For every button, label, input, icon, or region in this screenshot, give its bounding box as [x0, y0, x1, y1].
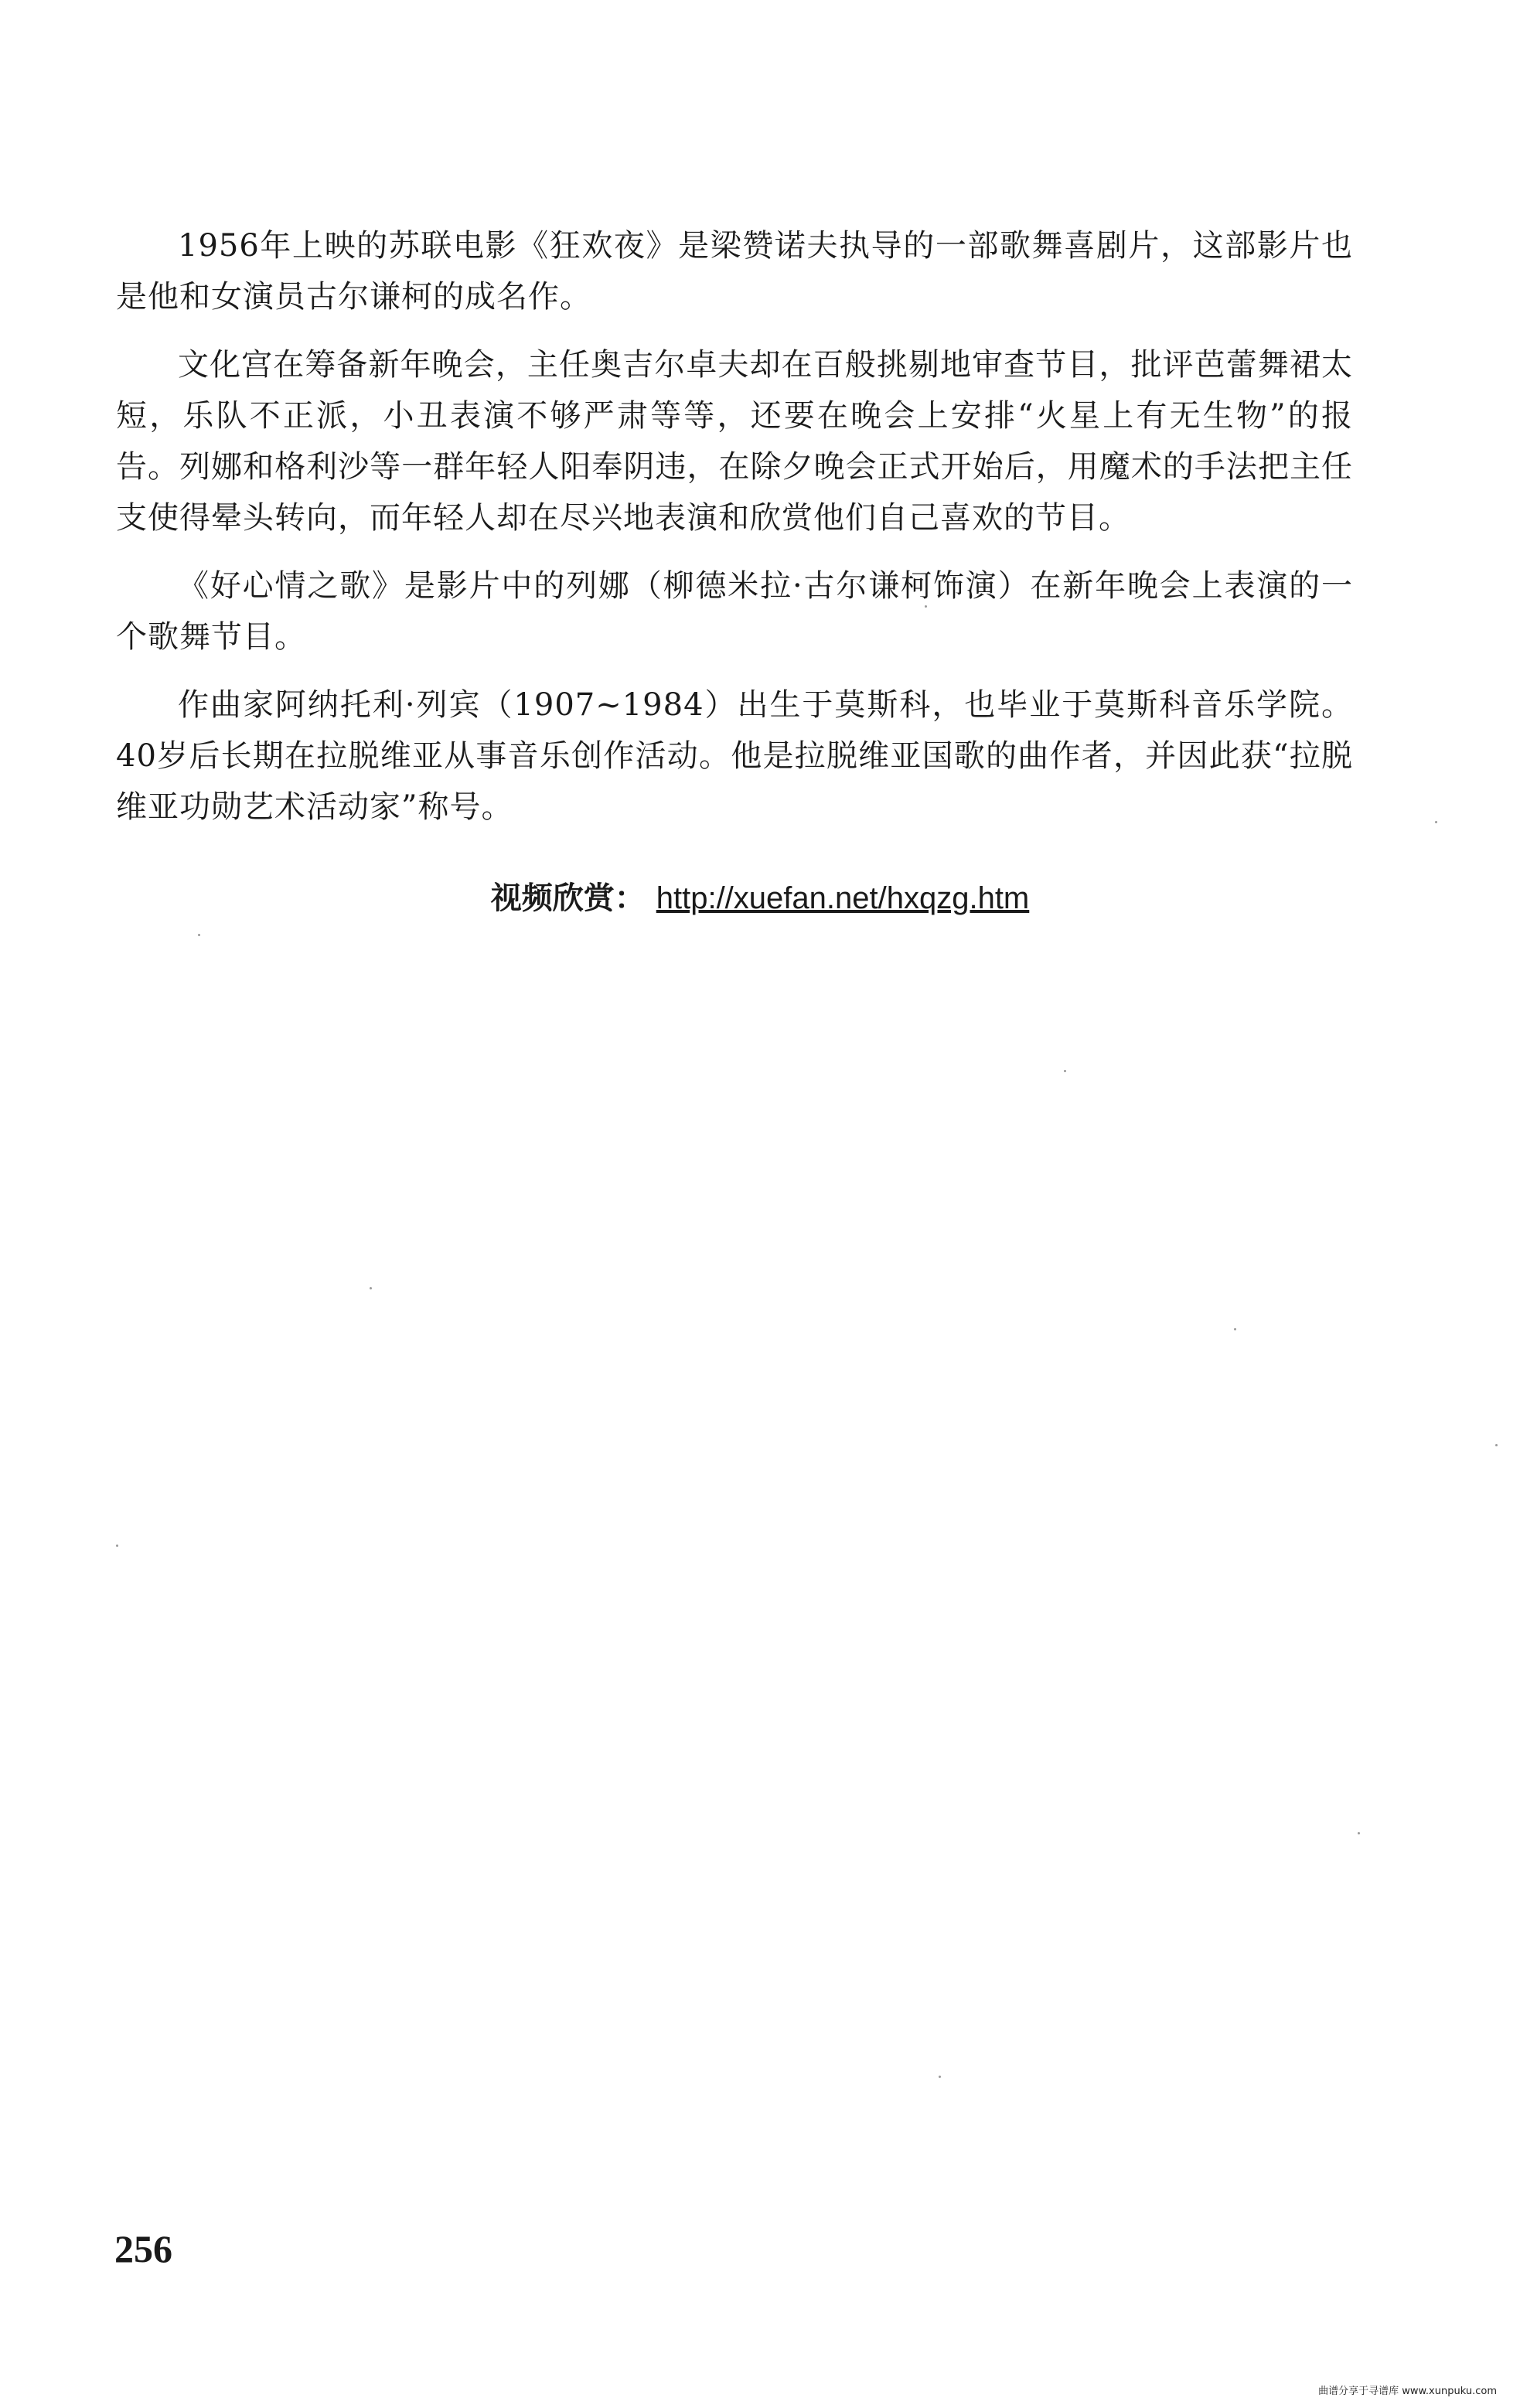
paragraph-film-intro: 1956年上映的苏联电影《狂欢夜》是梁赞诺夫执导的一部歌舞喜剧片，这部影片也是他和女演员古尔谦柯的成名作。	[116, 228, 1353, 315]
scan-speck	[1495, 1444, 1498, 1446]
paragraph-song: 《好心情之歌》是影片中的列娜（柳德米拉·古尔谦柯饰演）在新年晚会上表演的一个歌舞节目。	[116, 568, 1353, 655]
page-number: 256	[114, 2227, 172, 2270]
video-label: 视频欣赏：	[490, 880, 646, 916]
scan-speck	[116, 1545, 118, 1547]
video-reference	[0, 874, 1520, 918]
paragraph-composer: 作曲家阿纳托利·列宾（1907~1984）出生于莫斯科，也毕业于莫斯科音乐学院。40岁后长期在拉脱维亚从事音乐创作活动。他是拉脱维亚国歌的曲作者，并因此获“拉脱维亚功勋艺术活动家”称号。	[116, 687, 1353, 825]
scan-speck	[198, 934, 200, 936]
scan-speck	[925, 605, 927, 608]
paragraph-plot: 文化宫在筹备新年晚会，主任奥吉尔卓夫却在百般挑剔地审查节目，批评芭蕾舞裙太短，乐队不正派，小丑表演不够严肃等等，还要在晚会上安排“火星上有无生物”的报告。列娜和格利沙等一群年轻人阳奉阴违，在除夕晚会正式开始后，用魔术的手法把主任支使得晕头转向，而年轻人却在尽兴地表演和欣赏他们自己喜欢的节目。	[116, 347, 1353, 536]
video-link[interactable]: http://xuefan.net/hxqzg.htm	[656, 881, 1030, 915]
scan-speck	[1234, 1328, 1236, 1330]
footer-watermark: 曲谱分享于寻谱库 www.xunpuku.com	[1318, 2386, 1497, 2397]
scan-speck	[370, 1287, 372, 1289]
scan-speck	[1064, 1070, 1066, 1072]
scan-speck	[1435, 821, 1437, 823]
scan-speck	[939, 2076, 941, 2078]
body-text	[116, 220, 1353, 850]
scan-speck	[1358, 1832, 1360, 1834]
